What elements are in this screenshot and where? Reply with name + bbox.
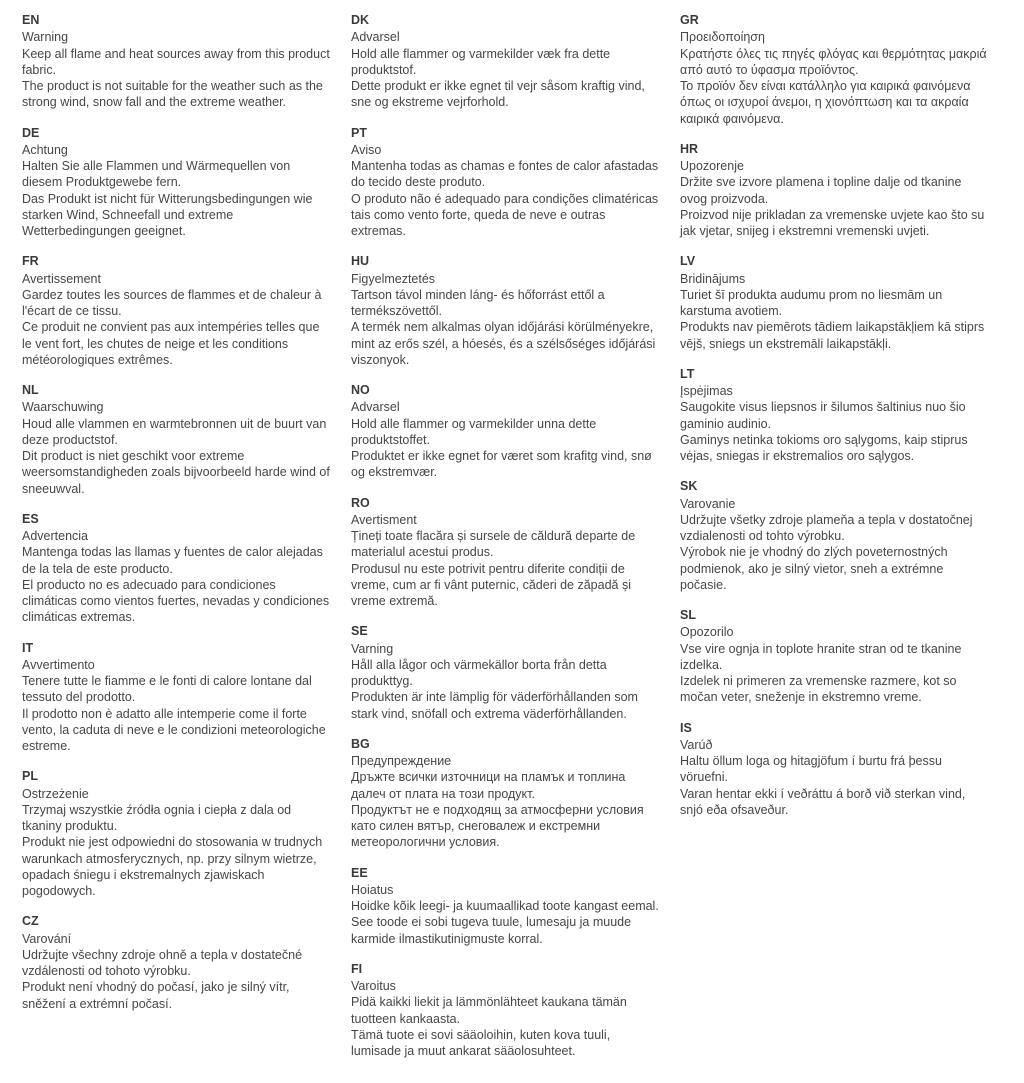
warning-title: Varúð <box>680 737 713 752</box>
warning-body-paragraph: The product is not suitable for the weather such as the strong wind, snow fall and the extreme weather. <box>22 79 323 110</box>
warning-title: Varování <box>22 931 72 946</box>
text-column <box>680 12 990 1073</box>
language-code: DE <box>22 125 40 140</box>
language-code: SL <box>680 608 696 622</box>
warning-body-paragraph: Hoidke kõik leegi- ja kuumaallikad toote kangast eemal. <box>351 899 659 913</box>
warning-body-paragraph: Gaminys netinka tokioms oro sąlygoms, kaip stiprus vėjas, sniegas ir ekstremalios oro sąlygos. <box>680 432 968 463</box>
language-section <box>351 382 661 481</box>
warning-body-paragraph: Mantenha todas as chamas e fontes de calor afastadas do tecido deste produto. <box>351 159 659 190</box>
warning-title: Varovanie <box>680 496 736 511</box>
warning-body-paragraph: Produkt nie jest odpowiedni do stosowania w trudnych warunkach atmosferycznych, np. przy silnym wietrze, opadach śniegu i ekstremalnych zjawiskach pogodowych. <box>22 835 323 898</box>
warning-body-paragraph: O produto não é adequado para condições climatéricas tais como vento forte, queda de neve e outras extremas. <box>351 191 659 238</box>
warning-title: Avertisment <box>351 512 417 527</box>
warning-body-paragraph: Ce produit ne convient pas aux intempéries telles que le vent fort, les chutes de neige et les conditions météorologiques extrêmes. <box>22 320 320 367</box>
warning-body-paragraph: Saugokite visus liepsnos ir šilumos šaltinius nuo šio gaminio audinio. <box>680 400 966 431</box>
language-section <box>351 125 661 240</box>
warning-title: Upozorenje <box>680 159 744 173</box>
warning-title: Bridinājums <box>680 271 746 286</box>
warning-title: Aviso <box>351 142 382 157</box>
warning-body-paragraph: Pidä kaikki liekit ja lämmönlähteet kaukana tämän tuotteen kankaasta. <box>351 995 627 1026</box>
language-code: HR <box>680 141 699 156</box>
warning-body-paragraph: Držite sve izvore plamena i topline dalje od tkanine ovog proizvoda. <box>680 175 962 206</box>
language-section <box>22 511 332 626</box>
language-code: NO <box>351 383 370 397</box>
language-code: RO <box>351 495 370 510</box>
language-code: LV <box>680 254 696 269</box>
warning-title: Avvertimento <box>22 657 95 672</box>
language-section <box>680 720 990 819</box>
warning-body-paragraph: Haltu öllum loga og hitagjöfum í burtu frá þessu vöruefni. <box>680 754 942 785</box>
warning-body-paragraph: Udržujte všechny zdroje ohně a tepla v dostatečné vzdálenosti od tohoto výrobku. <box>22 947 303 978</box>
warning-title: Waarschuwing <box>22 400 104 415</box>
warning-body-paragraph: Tartson távol minden láng- és hőforrást ettől a termékszövettől. <box>351 287 605 318</box>
warning-title: Предупреждение <box>351 754 452 768</box>
warning-title: Achtung <box>22 142 68 157</box>
warning-body-paragraph: Tämä tuote ei sovi sääoloihin, kuten kova tuuli, lumisade ja muut ankarat sääolosuhteet. <box>351 1027 611 1058</box>
warning-body-paragraph: Vse vire ognja in toplote hranite stran od te tkanine izdelka. <box>680 641 962 672</box>
language-code: SE <box>351 624 368 639</box>
language-code: HU <box>351 254 370 269</box>
language-section <box>680 366 990 465</box>
language-code: BG <box>351 736 370 751</box>
language-code: IT <box>22 640 34 655</box>
warning-body-paragraph: See toode ei sobi tugeva tuule, lumesaju ja muude karmide ilmastikutinigmuste korral. <box>351 915 632 946</box>
language-section <box>351 495 661 610</box>
language-code: NL <box>22 383 39 397</box>
warning-body-paragraph: Håll alla lågor och värmekällor borta från detta produkttyg. <box>351 657 607 688</box>
language-section <box>680 253 990 352</box>
language-code: ES <box>22 511 39 526</box>
language-code: FI <box>351 961 363 976</box>
warning-title: Advarsel <box>351 400 400 415</box>
warning-body-paragraph: Το προϊόν δεν είναι κατάλληλο για καιρικά φαινόμενα όπως οι ισχυροί άνεμοι, η χιονόπτωση και τα ακραία καιρικά φαινόμενα. <box>680 79 971 126</box>
warning-title: Opozorilo <box>680 625 734 640</box>
warning-title: Varoitus <box>351 979 396 993</box>
warning-body-paragraph: Turiet šī produkta audumu prom no liesmām un karstuma avotiem. <box>680 287 943 318</box>
language-section <box>680 607 990 706</box>
language-code: GR <box>680 13 699 27</box>
warning-body-paragraph: Das Produkt ist nicht für Witterungsbedingungen wie starken Wind, Schneefall und extreme Wetterbedingungen geeignet. <box>22 191 313 238</box>
language-section <box>351 623 661 722</box>
language-code: SK <box>680 479 698 494</box>
warning-title: Προειδοποίηση <box>680 30 765 45</box>
language-code: PL <box>22 769 38 784</box>
warning-body-paragraph: Houd alle vlammen en warmtebronnen uit de buurt van deze productstof. <box>22 416 327 447</box>
language-code: IS <box>680 720 692 735</box>
warning-body-paragraph: Il prodotto non è adatto alle intemperie come il forte vento, la caduta di neve e le condizioni meteorologiche estreme. <box>22 706 326 753</box>
warning-body-paragraph: Proizvod nije prikladan za vremenske uvjete kao što su jak vjetar, snijeg i ekstremni vremenski uvjeti. <box>680 207 985 238</box>
warning-title: Hoiatus <box>351 882 394 897</box>
warning-body-paragraph: Produkts nav piemērots tādiem laikapstākļiem kā stiprs vējš, sniegs un ekstremāli laikapstākļi. <box>680 320 985 351</box>
language-section <box>680 478 990 593</box>
warning-title: Advertencia <box>22 529 89 543</box>
language-code: DK <box>351 13 370 27</box>
language-section <box>351 961 661 1060</box>
text-column <box>351 12 661 1073</box>
warning-body-paragraph: Țineți toate flacăra și sursele de căldură departe de materialul acestui produs. <box>351 529 636 560</box>
language-code: EE <box>351 865 368 880</box>
warning-body-paragraph: Výrobok nie je vhodný do zlých poveternostných podmienok, ako je silný vietor, sneh a extrémne počasie. <box>680 545 948 592</box>
language-code: EN <box>22 13 40 27</box>
language-section <box>680 12 990 127</box>
language-section <box>351 12 661 111</box>
warning-body-paragraph: Varan hentar ekki í veðráttu á borð við sterkan vind, snjó eða ofsaveður. <box>680 786 966 817</box>
language-code: CZ <box>22 914 39 929</box>
language-section <box>22 382 332 497</box>
language-code: FR <box>22 254 39 269</box>
warning-body-paragraph: Продуктът не е подходящ за атмосферни условия като силен вятър, снеговалеж и екстремни метеорологични условия. <box>351 802 644 850</box>
warning-title: Advarsel <box>351 30 400 45</box>
warning-body-paragraph: Produktet er ikke egnet for været som krafitg vind, snø og ekstremvær. <box>351 449 652 480</box>
text-column <box>22 12 332 1073</box>
warning-body-paragraph: Hold alle flammer og varmekilder unna dette produktstoffet. <box>351 416 597 447</box>
warning-body-paragraph: Trzymaj wszystkie źródła ognia i ciepła z dala od tkaniny produktu. <box>22 802 292 833</box>
warning-body-paragraph: Κρατήστε όλες τις πηγές φλόγας και θερμότητας μακριά από αυτό το ύφασμα προϊόντος. <box>680 46 987 77</box>
warning-body-paragraph: Produkt není vhodný do počasí, jako je silný vítr, sněžení a extrémní počasí. <box>22 980 290 1011</box>
warning-title: Warning <box>22 30 69 45</box>
warning-body-paragraph: A termék nem alkalmas olyan időjárási körülményekre, mint az erős szél, a hóesés, és a szélsőséges időjárási viszonyok. <box>351 320 656 367</box>
language-section <box>22 913 332 1012</box>
language-code: PT <box>351 125 367 140</box>
warning-body-paragraph: Gardez toutes les sources de flammes et de chaleur à l'écart de ce tissu. <box>22 287 322 318</box>
language-section <box>351 253 661 368</box>
warning-body-paragraph: Izdelek ni primeren za vremenske razmere, kot so močan veter, sneženje in ekstremno vreme. <box>680 674 957 705</box>
warning-body-paragraph: Дръжте всички източници на пламък и топлина далеч от плата на този продукт. <box>351 770 626 801</box>
language-section <box>22 768 332 899</box>
warning-body-paragraph: Halten Sie alle Flammen und Wärmequellen von diesem Produktgewebe fern. <box>22 159 291 190</box>
warning-body-paragraph: Udržujte všetky zdroje plameňa a tepla v dostatočnej vzdialenosti od tohto výrobku. <box>680 512 973 543</box>
language-section <box>22 125 332 240</box>
language-section <box>351 865 661 947</box>
warning-body-paragraph: Hold alle flammer og varmekilder væk fra dette produktstof. <box>351 46 611 77</box>
warning-body-paragraph: Produkten är inte lämplig för väderförhållanden som stark vind, snöfall och extrema väderförhållanden. <box>351 690 638 721</box>
warning-body-paragraph: Dette produkt er ikke egnet til vejr såsom kraftig vind, sne og ekstreme vejrforhold. <box>351 79 645 110</box>
language-section <box>680 141 990 240</box>
language-section <box>22 253 332 368</box>
language-code: LT <box>680 366 695 381</box>
warning-title: Figyelmeztetés <box>351 271 436 286</box>
warning-body-paragraph: Keep all flame and heat sources away from this product fabric. <box>22 46 330 77</box>
language-section <box>22 640 332 755</box>
warning-title: Varning <box>351 641 394 656</box>
language-section <box>351 736 661 851</box>
warning-body-paragraph: Mantenga todas las llamas y fuentes de calor alejadas de la tela de este producto. <box>22 545 323 576</box>
warning-body-paragraph: Dit product is niet geschikt voor extreme weersomstandigheden zoals bijvoorbeeld harde wind of sneeuwval. <box>22 449 330 496</box>
warning-title: Įspėjimas <box>680 384 733 398</box>
warning-title: Avertissement <box>22 271 101 286</box>
warning-title: Ostrzeżenie <box>22 786 89 801</box>
language-section <box>22 12 332 111</box>
warning-body-paragraph: El producto no es adecuado para condiciones climáticas como vientos fuertes, nevadas y condiciones climáticas extremas. <box>22 577 330 625</box>
warning-body-paragraph: Tenere tutte le fiamme e le fonti di calore lontane dal tessuto del prodotto. <box>22 674 312 705</box>
warning-body-paragraph: Produsul nu este potrivit pentru diferite condiții de vreme, cum ar fi vânt puternic, căderi de zăpadă și vreme extremă. <box>351 561 631 608</box>
